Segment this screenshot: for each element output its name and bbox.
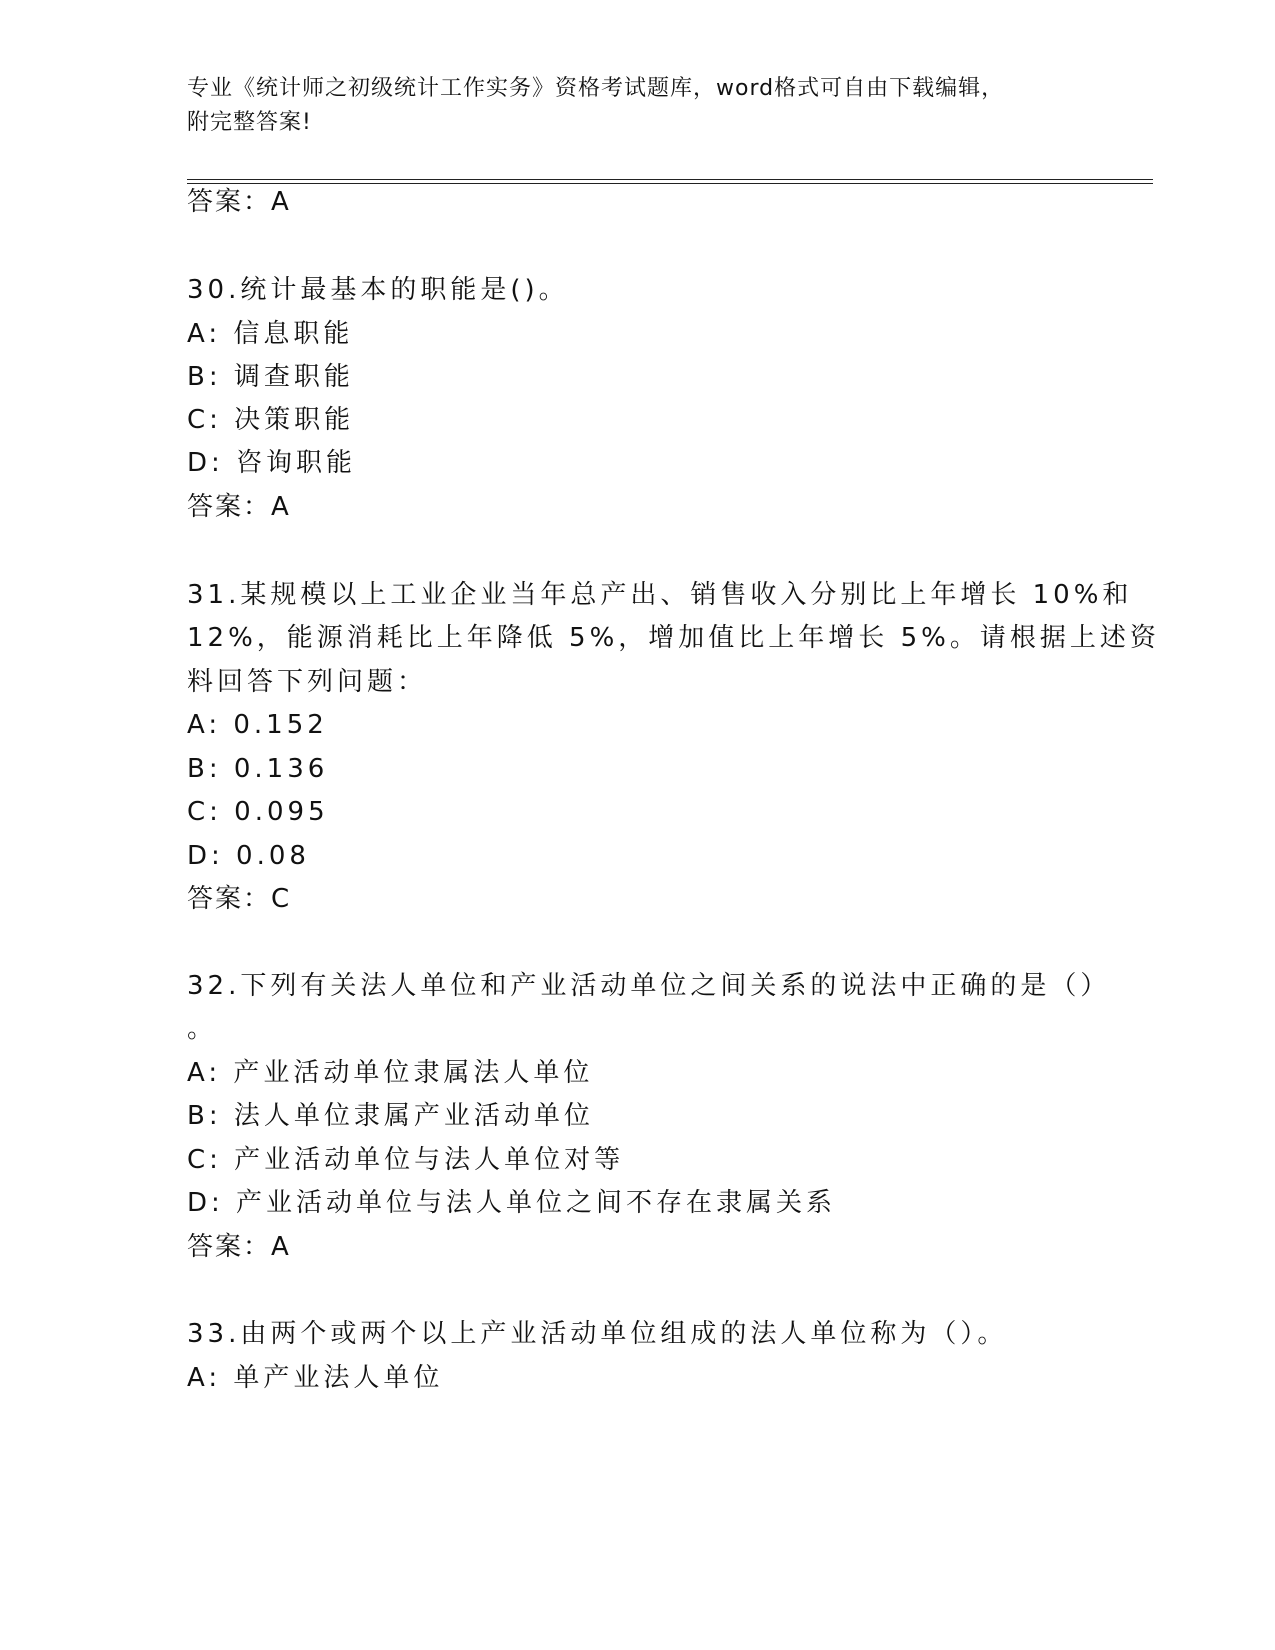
option-d-30: D: 咨询职能: [187, 448, 357, 478]
option-a-30: A: 信息职能: [187, 319, 354, 349]
option-d-32: D: 产业活动单位与法人单位之间不存在隶属关系: [187, 1188, 837, 1218]
answer-32: 答案：A: [187, 1232, 291, 1262]
option-d-31: D: 0.08: [187, 841, 310, 871]
question-stem-31-line1: 31.某规模以上工业企业当年总产出、销售收入分别比上年增长 10%和: [187, 580, 1133, 610]
question-stem-33: 33.由两个或两个以上产业活动单位组成的法人单位称为（）。: [187, 1319, 1008, 1349]
option-b-30: B: 调查职能: [187, 362, 354, 392]
header-line-1: 专业《统计师之初级统计工作实务》资格考试题库，word格式可自由下载编辑，: [187, 76, 1005, 101]
header-divider-top: [187, 179, 1153, 180]
option-a-31: A: 0.152: [187, 710, 328, 740]
option-c-31: C: 0.095: [187, 797, 329, 827]
answer-30: 答案：A: [187, 492, 291, 522]
option-a-33: A: 单产业法人单位: [187, 1363, 444, 1393]
question-stem-32-line2: 。: [187, 1014, 218, 1044]
option-c-30: C: 决策职能: [187, 405, 355, 435]
answer-line: 答案：A: [187, 187, 291, 217]
question-stem-32-line1: 32.下列有关法人单位和产业活动单位之间关系的说法中正确的是（）: [187, 971, 1111, 1001]
option-b-32: B: 法人单位隶属产业活动单位: [187, 1101, 594, 1131]
header-line-2: 附完整答案!: [187, 110, 312, 135]
option-b-31: B: 0.136: [187, 754, 329, 784]
header-divider-bottom: [187, 183, 1153, 184]
option-a-32: A: 产业活动单位隶属法人单位: [187, 1058, 594, 1088]
question-stem-31-line3: 料回答下列问题：: [187, 667, 428, 697]
answer-31: 答案：C: [187, 884, 292, 914]
question-stem-31-line2: 12%，能源消耗比上年降低 5%，增加值比上年增长 5%。请根据上述资: [187, 623, 1160, 653]
option-c-32: C: 产业活动单位与法人单位对等: [187, 1145, 625, 1175]
document-header: [187, 72, 1067, 140]
question-stem-30: 30.统计最基本的职能是()。: [187, 275, 569, 305]
